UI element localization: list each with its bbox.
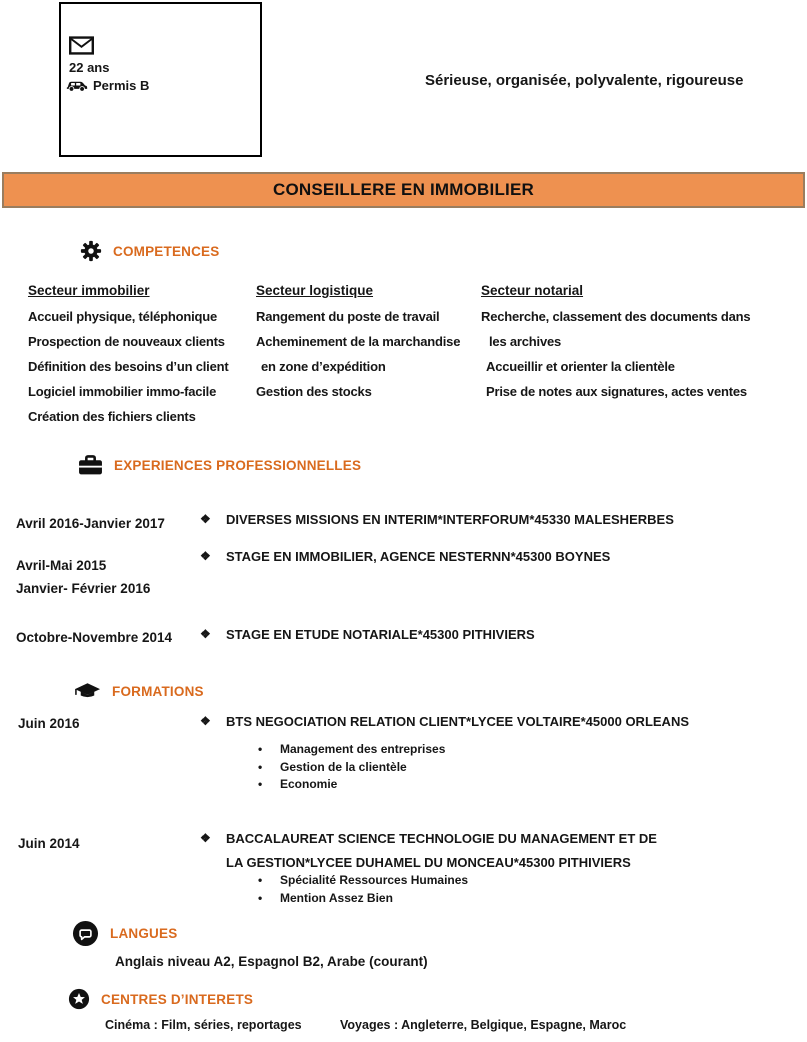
experience-dates [16, 626, 172, 649]
experience-title: DIVERSES MISSIONS EN INTERIM*INTERFORUM*45330 MALESHERBES [226, 512, 674, 527]
section-label: CENTRES D’INTERETS [101, 991, 254, 1007]
competences-column-logistique [256, 283, 460, 402]
title-banner [2, 172, 805, 208]
competences-column-immobilier [28, 283, 229, 427]
diamond-bullet: ❖ [200, 831, 211, 845]
detail-item [258, 776, 445, 794]
detail-item [258, 759, 445, 777]
diamond-bullet: ❖ [200, 714, 211, 728]
detail-text: Mention Assez Bien [280, 890, 393, 905]
tagline: Sérieuse, organisée, polyvalente, rigoureuse [425, 72, 744, 89]
section-label: FORMATIONS [112, 683, 204, 699]
competence-item: Accueil physique, téléphonique [28, 309, 218, 324]
competence-item: Acheminement de la marchandise [256, 334, 461, 349]
formation-date [18, 832, 80, 855]
competence-item: Recherche, classement des documents dans [481, 309, 751, 324]
envelope-icon [69, 36, 94, 55]
date-line: Juin 2014 [18, 836, 80, 851]
section-interets-heading [68, 988, 253, 1010]
experience-dates [16, 512, 165, 535]
detail-item [258, 741, 445, 759]
dot-bullet: • [258, 777, 263, 791]
car-icon [66, 78, 88, 93]
chat-bubble-icon [72, 920, 99, 947]
experience-title: STAGE EN ETUDE NOTARIALE*45300 PITHIVIERS [226, 627, 535, 642]
section-label: COMPETENCES [113, 243, 220, 259]
date-line: Octobre-Novembre 2014 [16, 630, 173, 645]
column-header: Secteur notarial [481, 283, 584, 298]
page-title: CONSEILLERE EN IMMOBILIER [273, 180, 534, 199]
formation-entry [200, 714, 689, 729]
detail-text: Spécialité Ressources Humaines [280, 873, 469, 887]
competence-item: Gestion des stocks [256, 384, 372, 399]
detail-text: Economie [280, 777, 338, 791]
dot-bullet: • [258, 890, 263, 905]
experience-entry [200, 549, 610, 564]
interest-cinema: Cinéma : Film, séries, reportages [105, 1018, 302, 1032]
section-langues-heading [72, 920, 177, 947]
detail-item [258, 890, 468, 908]
formation-title: BACCALAUREAT SCIENCE TECHNOLOGIE DU MANAGEMENT ET DE LA GESTION*LYCEE DUHAMEL DU MONCEAU*45300 PITHIVIERS [226, 831, 657, 870]
section-label: LANGUES [110, 926, 178, 941]
diamond-bullet: ❖ [200, 549, 211, 563]
formation-title: BTS NEGOCIATION RELATION CLIENT*LYCEE VOLTAIRE*45000 ORLEANS [226, 714, 690, 729]
competence-item: Logiciel immobilier immo-facile [28, 384, 217, 399]
dot-bullet: • [258, 759, 263, 774]
diamond-bullet: ❖ [200, 627, 211, 641]
formation-entry [200, 827, 666, 874]
detail-text: Management des entreprises [280, 742, 446, 756]
competence-item: les archives [489, 334, 562, 349]
competence-item: Prise de notes aux signatures, actes ventes [486, 384, 747, 399]
competence-item: Rangement du poste de travail [256, 309, 440, 324]
date-line: Avril 2016-Janvier 2017 [16, 516, 165, 531]
competence-item: Prospection de nouveaux clients [28, 334, 225, 349]
date-line: Janvier- Février 2016 [16, 581, 151, 596]
license-row [66, 78, 149, 93]
languages-text: Anglais niveau A2, Espagnol B2, Arabe (courant) [115, 954, 428, 969]
column-header: Secteur immobilier [28, 283, 150, 298]
graduation-cap-icon [74, 682, 101, 700]
formation-details [258, 872, 468, 907]
date-line: Juin 2016 [18, 716, 80, 731]
experience-entry [200, 512, 674, 527]
experience-title: STAGE EN IMMOBILIER, AGENCE NESTERNN*45300 BOYNES [226, 549, 611, 564]
competences-column-notarial [481, 283, 750, 402]
license-text: Permis B [93, 78, 150, 93]
dot-bullet: • [258, 873, 263, 887]
diamond-bullet: ❖ [200, 512, 211, 526]
detail-text: Gestion de la clientèle [280, 759, 407, 774]
briefcase-icon [78, 455, 103, 476]
experience-entry [200, 627, 535, 642]
dot-bullet: • [258, 742, 263, 756]
interest-voyages: Voyages : Angleterre, Belgique, Espagne, Maroc [340, 1018, 627, 1032]
competence-item: Création des fichiers clients [28, 409, 196, 424]
competence-item: Accueillir et orienter la clientèle [486, 359, 675, 374]
age-text: 22 ans [69, 60, 110, 75]
star-icon [68, 988, 90, 1010]
section-competences-heading [80, 240, 219, 262]
detail-item [258, 872, 468, 890]
date-line: Avril-Mai 2015 [16, 558, 107, 573]
identity-box [59, 2, 262, 157]
column-header: Secteur logistique [256, 283, 374, 298]
section-formations-heading [74, 682, 204, 700]
competence-item: en zone d’expédition [261, 359, 386, 374]
experience-dates [16, 554, 150, 600]
formation-details [258, 741, 445, 794]
gear-icon [80, 240, 102, 262]
section-label: EXPERIENCES PROFESSIONNELLES [114, 458, 362, 473]
competence-item: Définition des besoins d’un client [28, 359, 229, 374]
formation-date [18, 712, 80, 735]
section-experiences-heading [78, 455, 361, 476]
